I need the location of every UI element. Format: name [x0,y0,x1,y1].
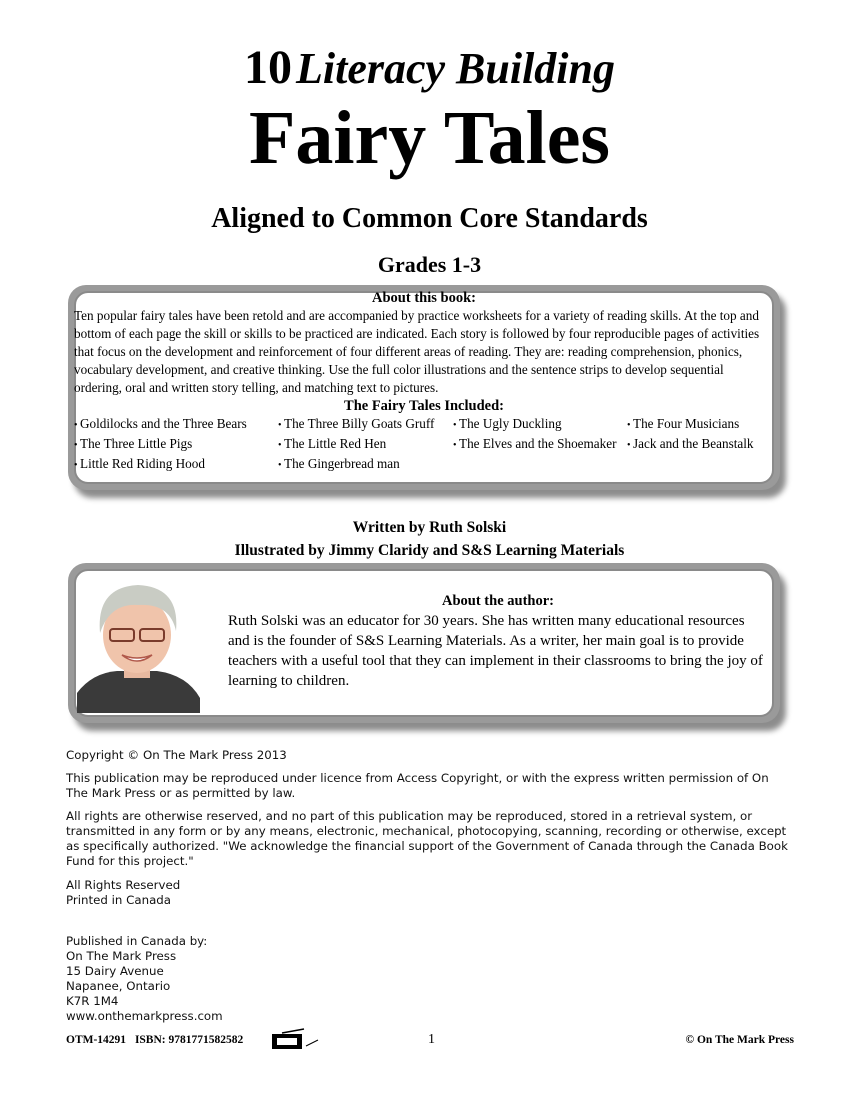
product-code: OTM-14291 [66,1034,127,1046]
publisher-street: 15 Dairy Avenue [66,964,164,978]
about-book-paragraph: Ten popular fairy tales have been retold and are accompanied by practice worksheets for a variety of reading skills. At the top and bottom of each page the skill or skills to be practiced are indicated. Each story is followed by four reproducible pages of activities that focus on the development and reinforcement of four different areas of reading. They are: reading comprehension, phonics, vocabulary development, and creative thinking. Use the full color illustrations and the sentence strips to develop sequential ordering, oral and written story telling, and matching text to pictures. [74,308,760,395]
footer-brand: © On The Mark Press [685,1034,794,1046]
credits [0,516,859,562]
tales-list [74,415,774,475]
title-number: 10 [244,41,292,94]
about-book-box [68,285,780,490]
grade-level: Grades 1-3 [377,252,482,277]
about-book-heading: About this book: [372,290,476,306]
isbn: ISBN: 9781771582582 [134,1034,244,1046]
tale-item: • Jack and the Beanstalk [627,435,767,455]
illustrator-credit: Illustrated by Jimmy Claridy and S&S Learning Materials [234,542,625,559]
published-by: Published in Canada by: [66,934,208,948]
publisher-postal: K7R 1M4 [66,994,119,1008]
tale-item: • The Gingerbread man [278,455,453,475]
page-title: Fairy Tales [248,96,611,180]
author-credit: Written by Ruth Solski [352,519,507,536]
tales-heading: The Fairy Tales Included: [344,398,504,414]
tale-item: • The Three Little Pigs [74,435,278,455]
page-number: 1 [428,1032,435,1047]
tale-item: • The Four Musicians [627,415,767,435]
tale-item: • The Ugly Duckling [453,415,627,435]
rights-reserved: All Rights Reserved [66,878,181,892]
printed-in: Printed in Canada [66,893,172,907]
about-book-content [74,289,774,475]
publisher-website[interactable]: www.onthemarkpress.com [66,1009,223,1023]
about-author-box [68,563,780,723]
rights-text: All rights are otherwise reserved, and no part of this publication may be reproduced, stored in a retrieval system, or transmitted in any form or by any means, electronic, mechanical, photocopying, scanning, recording or otherwise, except as specifically authorized. "We acknowledge the financial support of the Government of Canada through the Canada Book Fund for this project." [66,809,788,868]
subtitle: Aligned to Common Core Standards [211,203,648,234]
footer [66,1034,794,1046]
tale-item: • The Three Billy Goats Gruff [278,415,453,435]
publisher-name: On The Mark Press [66,949,177,963]
author-photo [72,573,202,713]
tale-item: • The Little Red Hen [278,435,453,455]
about-author-paragraph: Ruth Solski was an educator for 30 years. She has written many educational resources and is the founder of S&S Learning Materials. As a writer, her main goal is to provide teachers with a useful tool that they can implement in their classrooms to bring the joy of learning to children. [228,613,763,689]
copyright-line: Copyright © On The Mark Press 2013 [66,748,287,762]
licence-text: This publication may be reproduced under licence from Access Copyright, or with the express written permission of On The Mark Press or as permitted by law. [66,771,769,800]
photocopier-icon [270,1028,322,1050]
title-line1 [0,40,859,95]
title-italic: Literacy Building [296,44,615,93]
about-author-content [228,591,768,691]
tale-item: • The Elves and the Shoemaker [453,435,627,455]
publisher-city: Napanee, Ontario [66,979,171,993]
tale-item: • Little Red Riding Hood [74,455,278,475]
tale-item: • Goldilocks and the Three Bears [74,415,278,435]
about-author-heading: About the author: [442,593,554,609]
